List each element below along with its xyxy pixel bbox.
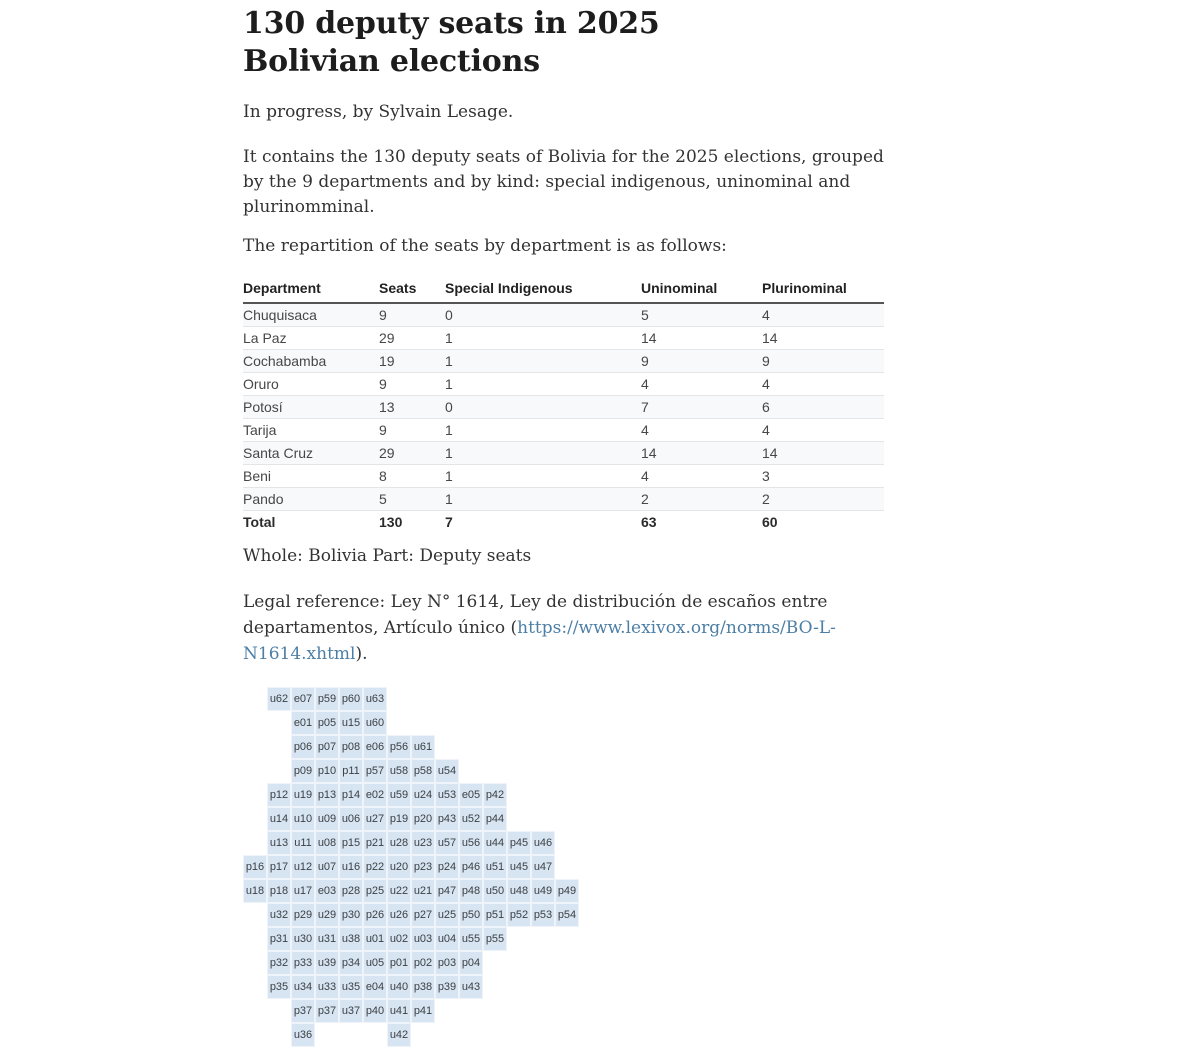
- column-header-special-indigenous: Special Indigenous: [445, 277, 641, 303]
- table-cell-department: Beni: [243, 465, 379, 488]
- table-cell-department: Total: [243, 511, 379, 534]
- table-cell-plurinominal: 6: [762, 396, 884, 419]
- seat-cell-u27: u27: [363, 807, 387, 831]
- seat-cell-u29: u29: [315, 903, 339, 927]
- table-cell-special_indigenous: 1: [445, 465, 641, 488]
- seat-cell-p17: p17: [267, 855, 291, 879]
- seat-cell-u10: u10: [291, 807, 315, 831]
- seat-cell-u03: u03: [411, 927, 435, 951]
- seat-cell-p59: p59: [315, 687, 339, 711]
- seat-cell-u56: u56: [459, 831, 483, 855]
- table-cell-special_indigenous: 1: [445, 373, 641, 396]
- column-header-department: Department: [243, 277, 379, 303]
- seat-cell-u52: u52: [459, 807, 483, 831]
- seat-cell-u05: u05: [363, 951, 387, 975]
- table-row-potos-: [243, 396, 884, 419]
- seat-cell-u26: u26: [387, 903, 411, 927]
- seat-cell-p02: p02: [411, 951, 435, 975]
- seat-cell-u41: u41: [387, 999, 411, 1023]
- seat-cell-u49: u49: [531, 879, 555, 903]
- seat-cell-p56: p56: [387, 735, 411, 759]
- seat-cell-u08: u08: [315, 831, 339, 855]
- seat-cell-p33: p33: [291, 951, 315, 975]
- seat-cell-u02: u02: [387, 927, 411, 951]
- table-cell-special_indigenous: 1: [445, 350, 641, 373]
- table-cell-special_indigenous: 1: [445, 442, 641, 465]
- seat-cell-u22: u22: [387, 879, 411, 903]
- seat-cell-p22: p22: [363, 855, 387, 879]
- table-cell-uninominal: 63: [641, 511, 762, 534]
- seat-cell-p09: p09: [291, 759, 315, 783]
- seat-cell-p11: p11: [339, 759, 363, 783]
- seat-cell-u01: u01: [363, 927, 387, 951]
- table-cell-plurinominal: 14: [762, 442, 884, 465]
- table-cell-department: Chuquisaca: [243, 303, 379, 327]
- article: [243, 0, 884, 1047]
- page-title: 130 deputy seats in 2025 Bolivian elections: [243, 6, 660, 79]
- seat-cell-p54: p54: [555, 903, 579, 927]
- table-cell-plurinominal: 4: [762, 303, 884, 327]
- table-cell-uninominal: 9: [641, 350, 762, 373]
- legal-reference-suffix: ).: [355, 644, 368, 664]
- seat-cell-u53: u53: [435, 783, 459, 807]
- seat-cell-e01: e01: [291, 711, 315, 735]
- table-cell-seats: 19: [379, 350, 445, 373]
- seat-cell-p41: p41: [411, 999, 435, 1023]
- seat-cell-p10: p10: [315, 759, 339, 783]
- table-cell-uninominal: 5: [641, 303, 762, 327]
- seat-cell-u34: u34: [291, 975, 315, 999]
- table-row-pando: [243, 488, 884, 511]
- table-cell-uninominal: 4: [641, 419, 762, 442]
- column-header-seats: Seats: [379, 277, 445, 303]
- seat-cell-u36: u36: [291, 1023, 315, 1047]
- seat-cell-u19: u19: [291, 783, 315, 807]
- table-cell-seats: 9: [379, 373, 445, 396]
- table-cell-uninominal: 7: [641, 396, 762, 419]
- seat-cell-p49: p49: [555, 879, 579, 903]
- seat-cell-p06: p06: [291, 735, 315, 759]
- table-cell-department: Cochabamba: [243, 350, 379, 373]
- seat-cell-u38: u38: [339, 927, 363, 951]
- seat-cell-u16: u16: [339, 855, 363, 879]
- seat-cell-p18: p18: [267, 879, 291, 903]
- seat-cell-p28: p28: [339, 879, 363, 903]
- seat-cell-u14: u14: [267, 807, 291, 831]
- seat-cell-u04: u04: [435, 927, 459, 951]
- seat-cell-p45: p45: [507, 831, 531, 855]
- repartition-intro: The repartition of the seats by department is as follows:: [243, 236, 727, 256]
- seat-cell-p52: p52: [507, 903, 531, 927]
- table-cell-special_indigenous: 0: [445, 396, 641, 419]
- seat-cell-u32: u32: [267, 903, 291, 927]
- seat-cell-p03: p03: [435, 951, 459, 975]
- seat-cell-p30: p30: [339, 903, 363, 927]
- seat-cell-u45: u45: [507, 855, 531, 879]
- table-row-santa-cruz: [243, 442, 884, 465]
- seat-cell-u50: u50: [483, 879, 507, 903]
- table-cell-plurinominal: 14: [762, 327, 884, 350]
- seat-cell-u47: u47: [531, 855, 555, 879]
- total-row: [243, 511, 884, 534]
- table-cell-uninominal: 2: [641, 488, 762, 511]
- table-cell-seats: 130: [379, 511, 445, 534]
- seat-cell-u28: u28: [387, 831, 411, 855]
- seat-cell-u59: u59: [387, 783, 411, 807]
- whole-part-note: Whole: Bolivia Part: Deputy seats: [243, 546, 532, 566]
- seat-cell-p12: p12: [267, 783, 291, 807]
- seat-cell-u24: u24: [411, 783, 435, 807]
- seat-cell-p53: p53: [531, 903, 555, 927]
- table-row-beni: [243, 465, 884, 488]
- seat-cell-p20: p20: [411, 807, 435, 831]
- table-cell-seats: 29: [379, 327, 445, 350]
- seat-cell-p25: p25: [363, 879, 387, 903]
- seat-cell-u63: u63: [363, 687, 387, 711]
- seat-cell-u18: u18: [243, 879, 267, 903]
- seat-cell-e06: e06: [363, 735, 387, 759]
- seat-cell-u17: u17: [291, 879, 315, 903]
- seat-cell-p32: p32: [267, 951, 291, 975]
- seat-cell-p31: p31: [267, 927, 291, 951]
- seat-cell-p46: p46: [459, 855, 483, 879]
- seat-cell-p29: p29: [291, 903, 315, 927]
- seat-cell-u31: u31: [315, 927, 339, 951]
- seat-cell-u12: u12: [291, 855, 315, 879]
- seat-cell-u09: u09: [315, 807, 339, 831]
- seat-cell-e02: e02: [363, 783, 387, 807]
- seat-cell-u61: u61: [411, 735, 435, 759]
- table-cell-seats: 9: [379, 303, 445, 327]
- seat-cell-e05: e05: [459, 783, 483, 807]
- table-cell-plurinominal: 9: [762, 350, 884, 373]
- table-cell-uninominal: 14: [641, 442, 762, 465]
- seat-cell-p35: p35: [267, 975, 291, 999]
- seat-cell-e03: e03: [315, 879, 339, 903]
- seat-cell-p39: p39: [435, 975, 459, 999]
- seat-cell-u43: u43: [459, 975, 483, 999]
- seat-cell-u07: u07: [315, 855, 339, 879]
- seat-cell-p47: p47: [435, 879, 459, 903]
- seat-cell-u11: u11: [291, 831, 315, 855]
- table-row-chuquisaca: [243, 303, 884, 327]
- table-cell-department: Santa Cruz: [243, 442, 379, 465]
- seat-cell-p44: p44: [483, 807, 507, 831]
- table-cell-plurinominal: 4: [762, 373, 884, 396]
- seat-cell-p51: p51: [483, 903, 507, 927]
- seat-cell-u20: u20: [387, 855, 411, 879]
- table-cell-seats: 13: [379, 396, 445, 419]
- seat-cell-e07: e07: [291, 687, 315, 711]
- table-cell-department: Tarija: [243, 419, 379, 442]
- seat-cell-u40: u40: [387, 975, 411, 999]
- seat-cell-p04: p04: [459, 951, 483, 975]
- seat-cell-u62: u62: [267, 687, 291, 711]
- seat-cell-p57: p57: [363, 759, 387, 783]
- seat-cell-p01: p01: [387, 951, 411, 975]
- table-cell-uninominal: 4: [641, 465, 762, 488]
- seat-cell-u60: u60: [363, 711, 387, 735]
- table-cell-department: Pando: [243, 488, 379, 511]
- seat-cell-p48: p48: [459, 879, 483, 903]
- seat-cell-p37: p37: [291, 999, 315, 1023]
- table-cell-special_indigenous: 0: [445, 303, 641, 327]
- table-cell-plurinominal: 3: [762, 465, 884, 488]
- byline: In progress, by Sylvain Lesage.: [243, 102, 514, 122]
- seat-cell-p16: p16: [243, 855, 267, 879]
- description: It contains the 130 deputy seats of Bolivia for the 2025 elections, grouped by the 9 departments and by kind: special indigenous, uninominal and plurinomminal.: [243, 147, 884, 217]
- seat-cell-u30: u30: [291, 927, 315, 951]
- table-cell-department: Oruro: [243, 373, 379, 396]
- table-row-cochabamba: [243, 350, 884, 373]
- seat-cell-u37: u37: [339, 999, 363, 1023]
- table-cell-department: Potosí: [243, 396, 379, 419]
- seat-cell-p13: p13: [315, 783, 339, 807]
- seat-cell-u15: u15: [339, 711, 363, 735]
- column-header-plurinominal: Plurinominal: [762, 277, 884, 303]
- seat-cell-p05: p05: [315, 711, 339, 735]
- legal-reference: [243, 589, 884, 667]
- seat-cell-p34: p34: [339, 951, 363, 975]
- seat-cell-u42: u42: [387, 1023, 411, 1047]
- seats-table: [243, 277, 884, 533]
- seat-cell-p40: p40: [363, 999, 387, 1023]
- table-cell-plurinominal: 4: [762, 419, 884, 442]
- seat-cell-u48: u48: [507, 879, 531, 903]
- seat-cell-p27: p27: [411, 903, 435, 927]
- seat-cell-u57: u57: [435, 831, 459, 855]
- seat-cell-e04: e04: [363, 975, 387, 999]
- seat-cell-u39: u39: [315, 951, 339, 975]
- table-cell-plurinominal: 60: [762, 511, 884, 534]
- seat-cell-p26: p26: [363, 903, 387, 927]
- seat-cell-p50: p50: [459, 903, 483, 927]
- table-row-la-paz: [243, 327, 884, 350]
- seat-cell-u46: u46: [531, 831, 555, 855]
- seat-cell-u55: u55: [459, 927, 483, 951]
- seat-cell-p42: p42: [483, 783, 507, 807]
- table-cell-plurinominal: 2: [762, 488, 884, 511]
- seat-cell-p23: p23: [411, 855, 435, 879]
- table-cell-special_indigenous: 1: [445, 488, 641, 511]
- table-row-tarija: [243, 419, 884, 442]
- seat-cell-u25: u25: [435, 903, 459, 927]
- seat-cell-u21: u21: [411, 879, 435, 903]
- table-cell-uninominal: 4: [641, 373, 762, 396]
- seat-cell-u23: u23: [411, 831, 435, 855]
- seat-grid: [243, 687, 579, 1047]
- table-cell-seats: 9: [379, 419, 445, 442]
- seat-cell-p38: p38: [411, 975, 435, 999]
- seats-table-body: [243, 303, 884, 533]
- seat-cell-p37: p37: [315, 999, 339, 1023]
- seat-cell-u13: u13: [267, 831, 291, 855]
- table-cell-seats: 29: [379, 442, 445, 465]
- seat-cell-u33: u33: [315, 975, 339, 999]
- legal-reference-prefix: Legal reference: Ley N° 1614, Ley de distribución de escaños entre departamentos, Artículo único (: [243, 592, 828, 638]
- seat-cell-u58: u58: [387, 759, 411, 783]
- seat-cell-p55: p55: [483, 927, 507, 951]
- table-header-row: [243, 277, 884, 303]
- seat-cell-p58: p58: [411, 759, 435, 783]
- table-cell-special_indigenous: 1: [445, 419, 641, 442]
- seat-cell-p24: p24: [435, 855, 459, 879]
- seat-cell-p19: p19: [387, 807, 411, 831]
- seat-cell-p07: p07: [315, 735, 339, 759]
- seat-cell-p08: p08: [339, 735, 363, 759]
- table-cell-uninominal: 14: [641, 327, 762, 350]
- table-cell-seats: 5: [379, 488, 445, 511]
- seat-cell-u06: u06: [339, 807, 363, 831]
- seat-cell-p21: p21: [363, 831, 387, 855]
- table-cell-seats: 8: [379, 465, 445, 488]
- legal-reference-link[interactable]: https://www.lexivox.org/norms/BO-L-N1614.xhtml: [243, 618, 836, 664]
- seat-cell-u54: u54: [435, 759, 459, 783]
- table-cell-special_indigenous: 7: [445, 511, 641, 534]
- seat-cell-p14: p14: [339, 783, 363, 807]
- table-cell-department: La Paz: [243, 327, 379, 350]
- seat-cell-u51: u51: [483, 855, 507, 879]
- table-row-oruro: [243, 373, 884, 396]
- seat-cell-u44: u44: [483, 831, 507, 855]
- seat-cell-p60: p60: [339, 687, 363, 711]
- column-header-uninominal: Uninominal: [641, 277, 762, 303]
- seat-cell-u35: u35: [339, 975, 363, 999]
- seat-cell-p43: p43: [435, 807, 459, 831]
- table-cell-special_indigenous: 1: [445, 327, 641, 350]
- seat-cell-p15: p15: [339, 831, 363, 855]
